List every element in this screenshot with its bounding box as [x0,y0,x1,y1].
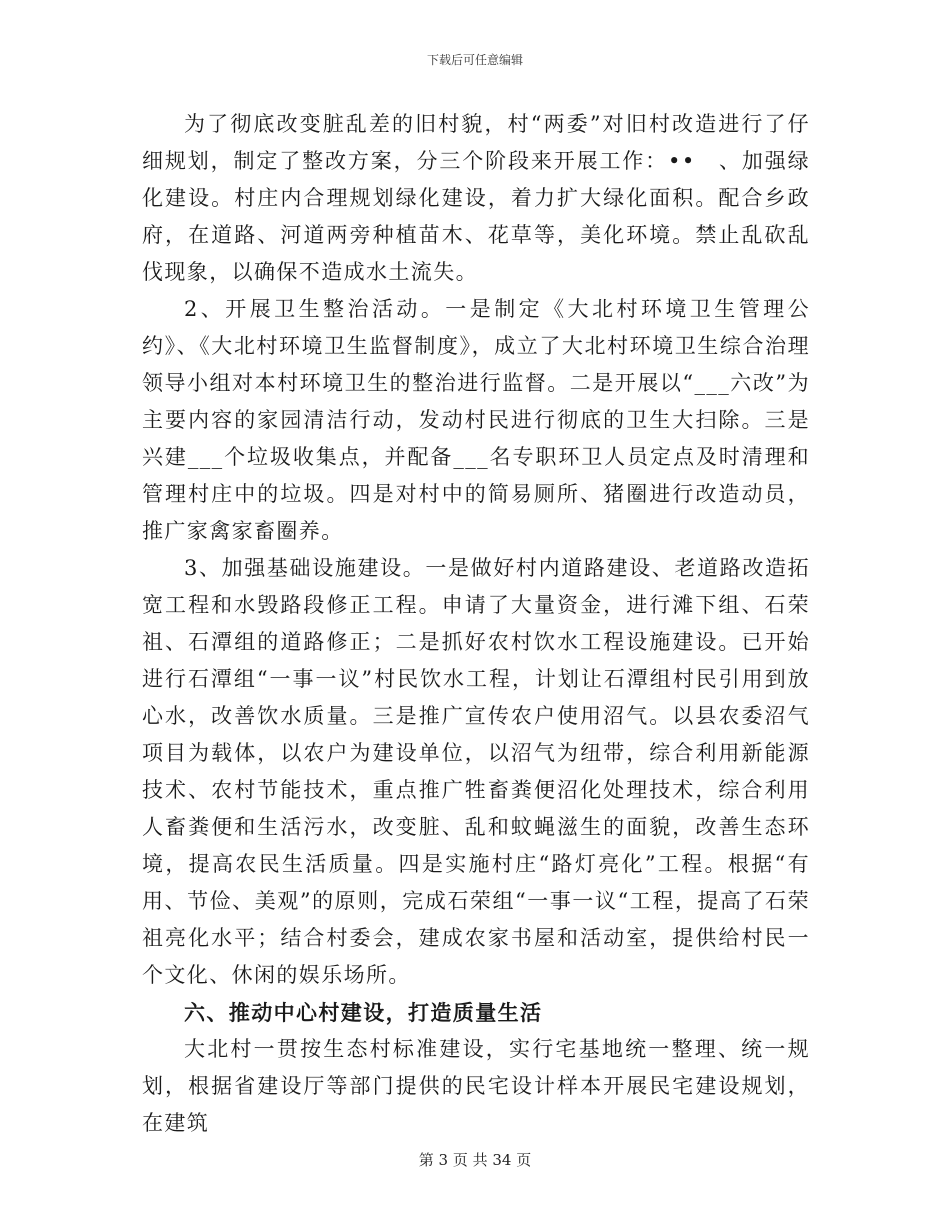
paragraph-central-village: 大北村一贯按生态村标准建设，实行宅基地统一整理、统一规划，根据省建设厅等部门提供的民宅设计样本开展民宅建设规划，在建筑 [142,1037,810,1135]
page-number-footer: 第 3 页 共 34 页 [418,1151,532,1169]
paragraph-village-renovation: 为了彻底改变脏乱差的旧村貌，村“两委”对旧村改造进行了仔细规划，制定了整改方案，分三个阶段来开展工作：•• 、加强绿化建设。村庄内合理规划绿化建设，着力扩大绿化面积。配合乡政府，在道路、河道两旁种植苗木、花草等，美化环境。禁止乱砍乱伐现象，以确保不造成水土流失。 [142,112,810,284]
page-header: 下载后可任意编辑 [426,53,523,67]
document-body [142,106,810,1142]
paragraph-infrastructure: 3、加强基础设施建设。一是做好村内道路建设、老道路改造拓宽工程和水毁路段修正工程。申请了大量资金，进行滩下组、石荣祖、石潭组的道路修正；二是抓好农村饮水工程设施建设。已开始进行石潭组“一事一议”村民饮水工程，计划让石潭组村民引用到放心水，改善饮水质量。三是推广宣传农户使用沼气。以县农委沼气项目为载体，以农户为建设单位，以沼气为纽带，综合利用新能源技术、农村节能技术，重点推广牲畜粪便沼化处理技术，综合利用人畜粪便和生活污水，改变脏、乱和蚊蝇滋生的面貌，改善生态环境，提高农民生活质量。四是实施村庄“路灯亮化”工程。根据“有用、节俭、美观”的原则，完成石荣组“一事一议“工程，提高了石荣祖亮化水平；结合村委会，建成农家书屋和活动室，提供给村民一个文化、休闲的娱乐场所。 [142,556,810,987]
paragraph-sanitation: 2、开展卫生整治活动。一是制定《大北村环境卫生管理公约》、《大北村环境卫生监督制度》，成立了大北村环境卫生综合治理领导小组对本村环境卫生的整治进行监督。二是开展以“___六改”为主要内容的家园清洁行动，发动村民进行彻底的卫生大扫除。三是兴建___个垃圾收集点，并配备___名专职环卫人员定点及时清理和管理村庄中的垃圾。四是对村中的简易厕所、猪圈进行改造动员，推广家禽家畜圈养。 [142,297,810,543]
section-heading: 六、推动中心村建设，打造质量生活 [184,1000,543,1025]
